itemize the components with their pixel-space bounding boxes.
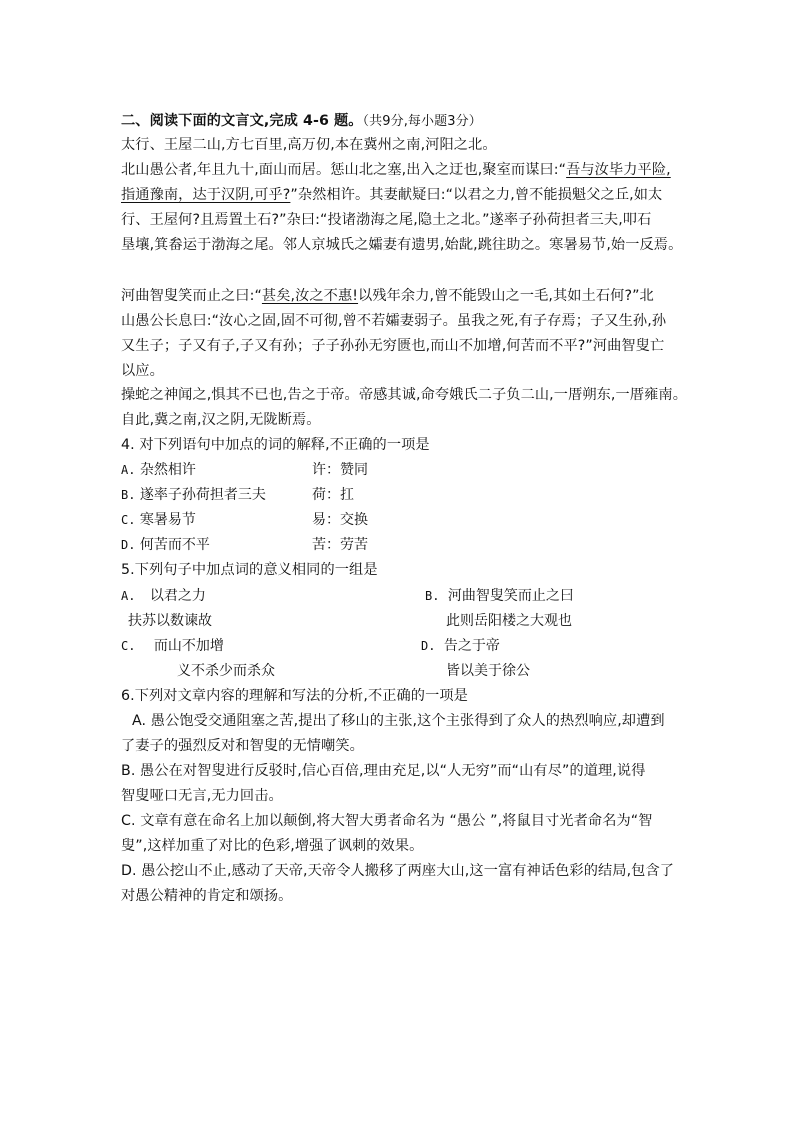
passage-paragraph-3-line-2: 山愚公长息曰:“汝心之固,固不可彻,曾不若孀妻弱子。虽我之死,有子存焉；子又生孙,孙: [121, 313, 667, 329]
q4-option-d-gloss: 苦：劳苦: [312, 537, 368, 553]
q6-option-c-line-2: 叟”,这样加重了对比的色彩,增强了讽刺的效果。: [121, 838, 424, 854]
passage-paragraph-3-line-1: [121, 287, 654, 305]
section-heading-title: 二、阅读下面的文言文,完成 4-6 题。: [121, 113, 363, 129]
q4-option-b-gloss: 荷：扛: [312, 487, 354, 503]
q6-option-a-line-2: 了妻子的强烈反对和智叟的无情嘲笑。: [121, 738, 364, 754]
q6-option-d-line-1: D. 愚公挖山不止,感动了天帝,天帝令人搬移了两座大山,这一富有神话色彩的结局,包含了: [121, 863, 675, 879]
passage-paragraph-2-line-4: 垦壤,箕畚运于渤海之尾。邻人京城氏之孀妻有遗男,始龀,跳往助之。寒暑易节,始一反焉。: [121, 237, 683, 253]
q4-option-a: A. 杂然相许: [121, 462, 196, 478]
passage-paragraph-2-line-2: [121, 186, 662, 204]
q5-option-a-line-1: A. 以君之力: [121, 588, 206, 604]
q5-option-c-line-2: 义不杀少而杀众: [177, 663, 275, 679]
q6-option-b-line-2: 智叟哑口无言,无力回击。: [121, 788, 283, 804]
q5-option-d-line-2: 皆以美于徐公: [446, 663, 530, 679]
passage-paragraph-3-line-4: 以应。: [121, 363, 164, 379]
passage-text: 河曲智叟笑而止之曰:“: [121, 288, 262, 304]
q6-option-c-line-1: C. 文章有意在命名上加以颠倒,将大智大勇者命名为 “愚公 ”,将鼠目寸光者命名为“智: [121, 813, 653, 829]
passage-paragraph-2-line-3: 行、王屋何?且焉置土石?”杂曰:“投诸渤海之尾,隐土之北。”遂率子孙荷担者三夫,叩石: [121, 212, 652, 228]
section-heading: [121, 112, 482, 131]
q6-option-a-line-1: A. 愚公饱受交通阻塞之苦,提出了移山的主张,这个主张得到了众人的热烈响应,却遭到: [132, 713, 665, 729]
passage-text: 以残年余力,曾不能毁山之一毛,其如土石何?”北: [358, 288, 654, 304]
q4-option-a-gloss: 许：赞同: [312, 462, 368, 478]
passage-paragraph-2-line-1: [121, 161, 671, 179]
q5-option-c-line-1: C. 而山不加增: [121, 638, 224, 654]
passage-paragraph-3-line-3: 又生子；子又有子,子又有孙；子子孙孙无穷匮也,而山不加增,何苦而不平?”河曲智叟亡: [121, 338, 665, 354]
section-heading-score-note: （共9分,每小题3分）: [362, 114, 482, 129]
q5-option-b-line-1: B. 河曲智叟笑而止之曰: [425, 588, 574, 604]
q5-option-a-line-2: 扶苏以数谏故: [128, 613, 212, 629]
underlined-sentence: 指通豫南，达于汉阴,可乎?: [121, 187, 291, 203]
question-6-stem: 6.下列对文章内容的理解和写法的分析,不正确的一项是: [121, 688, 468, 704]
underlined-sentence: 吾与汝毕力平险,: [566, 162, 671, 178]
passage-paragraph-4-line-1: 操蛇之神闻之,惧其不已也,告之于帝。帝感其诚,命夸娥氏二子负二山,一厝朔东,一厝雍南。: [121, 387, 687, 403]
q6-option-b-line-1: B. 愚公在对智叟进行反驳时,信心百倍,理由充足,以“人无穷”而“山有尽”的道理,说得: [121, 763, 646, 779]
passage-paragraph-1: 太行、王屋二山,方七百里,高万仞,本在冀州之南,河阳之北。: [121, 137, 497, 153]
passage-text: 北山愚公者,年且九十,面山而居。惩山北之塞,出入之迂也,聚室而谋曰:“: [121, 162, 567, 178]
question-5-stem: 5.下列句子中加点词的意义相同的一组是: [121, 562, 378, 578]
passage-text: ”杂然相许。其妻献疑曰:“以君之力,曾不能损魁父之丘,如太: [290, 187, 663, 203]
q5-option-b-line-2: 此则岳阳楼之大观也: [446, 613, 572, 629]
q4-option-b: B. 遂率子孙荷担者三夫: [121, 487, 266, 503]
q4-option-c-gloss: 易：交换: [312, 512, 368, 528]
q4-option-d: D. 何苦而不平: [121, 537, 210, 553]
q5-option-d-line-1: D. 告之于帝: [421, 638, 500, 654]
question-4-stem: 4. 对下列语句中加点的词的解释,不正确的一项是: [121, 437, 430, 453]
q6-option-d-line-2: 对愚公精神的肯定和颂扬。: [121, 888, 293, 904]
underlined-sentence: 甚矣,汝之不惠!: [261, 288, 359, 304]
passage-paragraph-4-line-2: 自此,冀之南,汉之阴,无陇断焉。: [121, 412, 321, 428]
q4-option-c: C. 寒暑易节: [121, 512, 196, 528]
